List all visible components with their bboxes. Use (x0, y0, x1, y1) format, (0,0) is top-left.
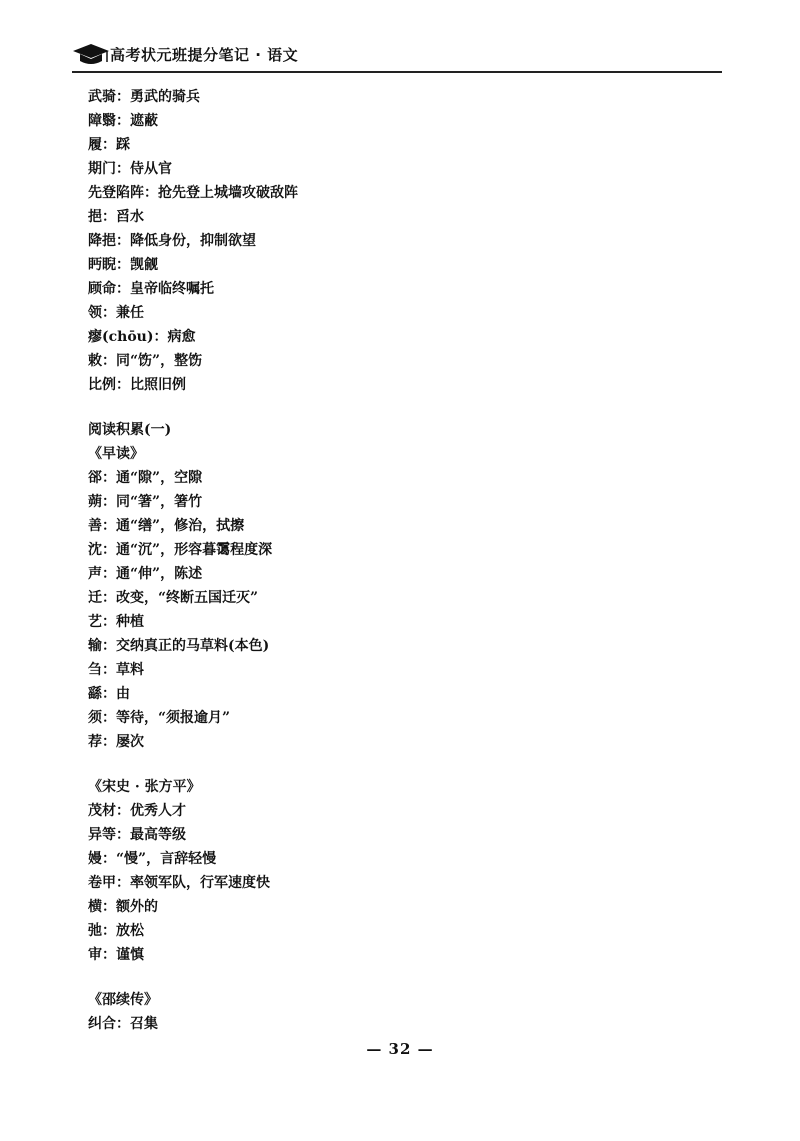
entry-term: 领 (88, 305, 102, 321)
entry-term: 先登陷阵 (88, 185, 144, 201)
vocabulary-entry (88, 799, 608, 823)
entry-separator: ： (102, 518, 116, 534)
entry-gloss: 同“饬”，整饬 (116, 353, 203, 369)
vocabulary-entry (88, 610, 608, 634)
entry-term: 障翳 (88, 113, 116, 129)
vocabulary-entry (88, 85, 608, 109)
entry-separator: ： (102, 899, 116, 915)
entry-gloss: 遮蔽 (130, 113, 158, 129)
entry-separator: ： (116, 257, 130, 273)
entry-term: 纠合 (88, 1016, 116, 1032)
entry-gloss: 同“箸”，箸竹 (116, 494, 203, 510)
section-gap (88, 967, 608, 988)
vocabulary-entry (88, 373, 608, 397)
vocabulary-entry (88, 847, 608, 871)
entry-term: 顾命 (88, 281, 116, 297)
entry-separator: ： (153, 329, 168, 345)
section-title: 《宋史 · 张方平》 (88, 779, 201, 795)
entry-separator: ： (102, 662, 116, 678)
entry-gloss: 最高等级 (130, 827, 186, 843)
entry-gloss: 勇武的骑兵 (130, 89, 200, 105)
entry-gloss: 踩 (116, 137, 130, 153)
vocabulary-entry (88, 205, 608, 229)
vocabulary-entry (88, 823, 608, 847)
entry-term: 履 (88, 137, 102, 153)
entry-gloss: 交纳真正的马草料(本色) (116, 638, 270, 654)
vocabulary-entry (88, 277, 608, 301)
entry-separator: ： (102, 710, 116, 726)
entry-gloss: 侍从官 (130, 161, 172, 177)
entry-term: 郤 (88, 470, 102, 486)
entry-separator: ： (116, 803, 130, 819)
page-header (72, 38, 722, 72)
entry-term: 横 (88, 899, 102, 915)
vocabulary-entry (88, 181, 608, 205)
entry-term: 降挹 (88, 233, 116, 249)
entry-term: 挹 (88, 209, 102, 225)
vocabulary-entry (88, 895, 608, 919)
entry-gloss: 兼任 (116, 305, 144, 321)
entry-gloss: 通“沉”，形容暮霭程度深 (116, 542, 273, 558)
entry-gloss: 放松 (116, 923, 144, 939)
entry-term: 嫚 (88, 851, 102, 867)
entry-separator: ： (102, 638, 116, 654)
section-title: 《邵续传》 (88, 992, 158, 1008)
entry-gloss: 皇帝临终嘱托 (130, 281, 214, 297)
vocabulary-entry (88, 466, 608, 490)
entry-gloss: 草料 (116, 662, 144, 678)
entry-separator: ： (102, 470, 116, 486)
section-subtitle: 《早读》 (88, 446, 144, 462)
entry-separator: ： (102, 209, 116, 225)
entry-term: 须 (88, 710, 102, 726)
entry-separator: ： (102, 137, 116, 153)
entry-separator: ： (116, 875, 130, 891)
entry-gloss: 降低身份，抑制欲望 (130, 233, 256, 249)
entry-term: 比例 (88, 377, 116, 393)
entry-separator: ： (102, 923, 116, 939)
entry-term: 声 (88, 566, 102, 582)
section-title: 阅读积累(一) (88, 422, 172, 438)
entry-separator: ： (102, 566, 116, 582)
vocabulary-entry (88, 706, 608, 730)
vocabulary-entry (88, 301, 608, 325)
entry-term: 艺 (88, 614, 102, 630)
entry-gloss: 病愈 (167, 329, 196, 345)
entry-gloss: 比照旧例 (130, 377, 186, 393)
entry-term: 输 (88, 638, 102, 654)
entry-gloss: 改变，“终断五国迁灭” (116, 590, 259, 606)
vocabulary-entry (88, 490, 608, 514)
entry-term: 善 (88, 518, 102, 534)
graduation-cap-icon (72, 42, 110, 68)
entry-term: 期门 (88, 161, 116, 177)
vocabulary-entry (88, 634, 608, 658)
vocabulary-entry (88, 682, 608, 706)
entry-gloss: “慢”，言辞轻慢 (116, 851, 217, 867)
header-rule (72, 71, 722, 73)
entry-separator: ： (102, 590, 116, 606)
entry-term: 沈 (88, 542, 102, 558)
entry-separator: ： (102, 686, 116, 702)
entry-gloss: 舀水 (116, 209, 144, 225)
entry-term: 武骑 (88, 89, 116, 105)
entry-separator: ： (116, 161, 130, 177)
entry-term: 敕 (88, 353, 102, 369)
entry-separator: ： (116, 827, 130, 843)
entry-term: 迁 (88, 590, 102, 606)
section-gap (88, 754, 608, 775)
entry-separator: ： (102, 305, 116, 321)
entry-separator: ： (116, 377, 130, 393)
entry-gloss: 屡次 (116, 734, 144, 750)
vocabulary-list (88, 85, 608, 1036)
vocabulary-entry (88, 514, 608, 538)
entry-separator: ： (102, 614, 116, 630)
entry-separator: ： (116, 281, 130, 297)
entry-gloss: 额外的 (116, 899, 158, 915)
entry-gloss: 召集 (130, 1016, 158, 1032)
entry-separator: ： (116, 1016, 130, 1032)
entry-gloss: 通“缮”，修治，拭擦 (116, 518, 245, 534)
entry-separator: ： (102, 947, 116, 963)
vocabulary-entry (88, 229, 608, 253)
vocabulary-entry (88, 133, 608, 157)
entry-term: 眄睨 (88, 257, 116, 273)
entry-gloss: 通“伸”，陈述 (116, 566, 203, 582)
vocabulary-entry (88, 730, 608, 754)
entry-term: 茂材 (88, 803, 116, 819)
entry-term: 异等 (88, 827, 116, 843)
entry-term: 瘳(chōu) (88, 329, 154, 345)
vocabulary-entry (88, 658, 608, 682)
vocabulary-entry (88, 349, 608, 373)
page-number: — 32 — (366, 1040, 434, 1058)
vocabulary-entry (88, 109, 608, 133)
vocabulary-entry (88, 538, 608, 562)
entry-separator: ： (102, 851, 116, 867)
entry-gloss: 通“隙”，空隙 (116, 470, 203, 486)
vocabulary-entry (88, 943, 608, 967)
entry-gloss: 优秀人才 (130, 803, 186, 819)
vocabulary-entry (88, 1012, 608, 1036)
header-title: 高考状元班提分笔记 · 语文 (110, 46, 299, 64)
entry-term: 卷甲 (88, 875, 116, 891)
entry-gloss: 谨慎 (116, 947, 144, 963)
entry-separator: ： (102, 353, 116, 369)
entry-gloss: 种植 (116, 614, 144, 630)
entry-separator: ： (102, 734, 116, 750)
vocabulary-entry (88, 586, 608, 610)
entry-term: 审 (88, 947, 102, 963)
vocabulary-entry (88, 157, 608, 181)
section-gap (88, 397, 608, 418)
entry-gloss: 率领军队，行军速度快 (130, 875, 270, 891)
entry-term: 荐 (88, 734, 102, 750)
entry-separator: ： (116, 233, 130, 249)
entry-separator: ： (102, 494, 116, 510)
entry-separator: ： (116, 89, 130, 105)
entry-gloss: 觊觎 (130, 257, 158, 273)
entry-term: 弛 (88, 923, 102, 939)
vocabulary-entry (88, 919, 608, 943)
entry-term: 繇 (88, 686, 102, 702)
vocabulary-entry (88, 325, 608, 349)
vocabulary-entry (88, 562, 608, 586)
entry-gloss: 抢先登上城墙攻破敌阵 (158, 185, 298, 201)
entry-term: 刍 (88, 662, 102, 678)
entry-gloss: 由 (116, 686, 130, 702)
entry-separator: ： (116, 113, 130, 129)
entry-gloss: 等待，“须报逾月” (116, 710, 231, 726)
entry-separator: ： (144, 185, 158, 201)
entry-term: 蒴 (88, 494, 102, 510)
vocabulary-entry (88, 871, 608, 895)
entry-separator: ： (102, 542, 116, 558)
vocabulary-entry (88, 253, 608, 277)
